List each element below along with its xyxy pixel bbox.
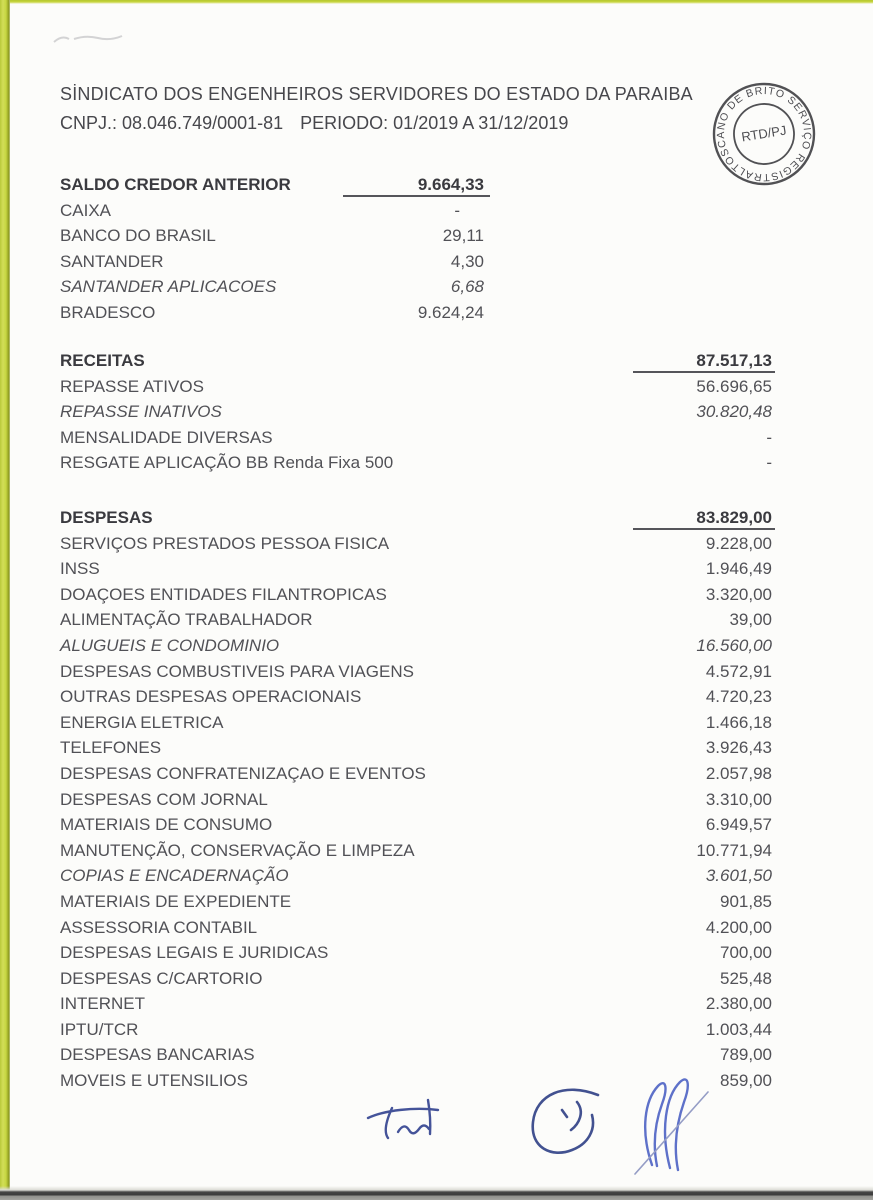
row-value: 2.057,98 — [705, 763, 772, 783]
row-label: DESPESAS C/CARTORIO — [60, 968, 263, 988]
row-label: MATERIAIS DE EXPEDIENTE — [60, 891, 292, 911]
total-underline — [633, 371, 775, 373]
table-row — [60, 735, 772, 761]
row-label: TELEFONES — [60, 738, 162, 758]
signature-loop-icon — [635, 1079, 708, 1174]
row-label: DESPESAS COM JORNAL — [60, 789, 268, 809]
row-value: 9.624,24 — [417, 302, 484, 322]
row-label: ASSESSORIA CONTABIL — [60, 917, 258, 937]
row-value: 901,85 — [720, 891, 772, 911]
table-row — [60, 787, 772, 813]
row-label: IPTU/TCR — [60, 1019, 139, 1039]
row-value: 39,00 — [729, 610, 772, 630]
table-row — [60, 966, 772, 992]
row-value: 6.949,57 — [705, 815, 772, 835]
table-row — [60, 249, 484, 275]
row-value: - — [766, 427, 772, 447]
row-label: SERVIÇOS PRESTADOS PESSOA FISICA — [60, 533, 390, 553]
row-label: COPIAS E ENCADERNAÇÃO — [60, 866, 289, 886]
row-label: DESPESAS BANCARIAS — [60, 1045, 255, 1065]
signatures — [340, 1070, 730, 1182]
row-value: 4,30 — [450, 251, 484, 271]
section-total: 87.517,13 — [696, 351, 772, 370]
table-row — [60, 531, 772, 557]
row-label: REPASSE ATIVOS — [60, 376, 204, 396]
row-label: MOVEIS E UTENSILIOS — [60, 1071, 248, 1091]
row-label: ENERGIA ELETRICA — [60, 712, 224, 732]
row-value: 29,11 — [442, 226, 484, 246]
row-value: 700,00 — [720, 943, 772, 963]
signature-initials-icon — [368, 1100, 438, 1138]
total-underline — [343, 195, 490, 197]
table-row — [60, 556, 772, 582]
table-row — [60, 274, 484, 300]
table-row — [60, 198, 484, 224]
row-label: MENSALIDADE DIVERSAS — [60, 427, 273, 447]
table-row — [60, 450, 772, 476]
row-value: 9.228,00 — [705, 533, 772, 553]
table-row — [60, 1017, 772, 1043]
row-value: 4.720,23 — [705, 687, 772, 707]
table-row — [60, 761, 772, 787]
section-receitas — [60, 348, 772, 476]
table-row — [60, 223, 484, 249]
row-value: 1.466,18 — [705, 712, 772, 732]
section-rows — [60, 198, 484, 326]
row-label: BRADESCO — [60, 302, 156, 322]
table-row — [60, 582, 772, 608]
row-value: 525,48 — [720, 968, 772, 988]
row-label: RESGATE APLICAÇÃO BB Renda Fixa 500 — [60, 453, 394, 473]
table-row — [60, 633, 772, 659]
table-row — [60, 863, 772, 889]
row-value: 56.696,65 — [696, 376, 772, 396]
row-value: 3.310,00 — [705, 789, 772, 809]
row-label: ALUGUEIS E CONDOMINIO — [60, 635, 280, 655]
row-label: MATERIAIS DE CONSUMO — [60, 815, 273, 835]
doc-subtitle — [60, 113, 693, 134]
row-label: ALIMENTAÇÃO TRABALHADOR — [60, 610, 313, 630]
row-label: DOAÇOES ENTIDADES FILANTROPICAS — [60, 584, 387, 604]
row-label: BANCO DO BRASIL — [60, 226, 216, 246]
pencil-smudge — [50, 30, 140, 50]
table-row — [60, 889, 772, 915]
section-header-row — [60, 505, 772, 531]
row-value: 10.771,94 — [696, 840, 772, 860]
section-total: 9.664,33 — [417, 175, 484, 194]
table-row — [60, 991, 772, 1017]
row-value: 3.320,00 — [705, 584, 772, 604]
table-row — [60, 399, 772, 425]
table-row — [60, 915, 772, 941]
row-label: OUTRAS DESPESAS OPERACIONAIS — [60, 687, 362, 707]
table-row — [60, 300, 484, 326]
stamp-ring-text: TOSCANO DE BRITO SERVIÇO REGISTRAL — [714, 84, 814, 184]
table-row — [60, 374, 772, 400]
row-value: 3.601,50 — [705, 866, 772, 886]
row-value: 1.946,49 — [705, 559, 772, 579]
row-label: INSS — [60, 559, 100, 579]
doc-cnpj: CNPJ.: 08.046.749/0001-81 — [60, 113, 284, 133]
table-row — [60, 659, 772, 685]
scan-edge-top — [0, 0, 873, 4]
row-value: 789,00 — [720, 1045, 772, 1065]
row-value: 4.200,00 — [705, 917, 772, 937]
row-value: 30.820,48 — [696, 402, 772, 422]
section-rows — [60, 531, 772, 1094]
table-row — [60, 838, 772, 864]
scan-edge-left — [0, 0, 10, 1200]
table-row — [60, 684, 772, 710]
row-label: DESPESAS COMBUSTIVEIS PARA VIAGENS — [60, 661, 414, 681]
row-label: REPASSE INATIVOS — [60, 402, 222, 422]
table-row — [60, 1042, 772, 1068]
section-rows — [60, 374, 772, 476]
row-label: CAIXA — [60, 200, 112, 220]
row-value: 6,68 — [450, 277, 484, 297]
row-label: DESPESAS LEGAIS E JURIDICAS — [60, 943, 329, 963]
row-value: 4.572,91 — [705, 661, 772, 681]
row-value: - — [454, 200, 460, 220]
table-row — [60, 710, 772, 736]
scan-edge-bottom — [0, 1186, 873, 1200]
row-label: DESPESAS CONFRATENIZAÇAO E EVENTOS — [60, 763, 426, 783]
signature-scribble-icon — [533, 1090, 598, 1153]
row-label: SANTANDER APLICACOES — [60, 277, 277, 297]
registry-stamp — [700, 70, 828, 198]
row-value: 859,00 — [720, 1071, 772, 1091]
row-value: 3.926,43 — [705, 738, 772, 758]
stamp-center-text: RTD/PJ — [740, 122, 788, 145]
doc-title: SİNDICATO DOS ENGENHEIROS SERVIDORES DO ESTADO DA PARAIBA — [60, 84, 693, 104]
row-label: SANTANDER — [60, 251, 164, 271]
section-total: 83.829,00 — [696, 508, 772, 527]
section-header-row — [60, 172, 484, 198]
section-saldo-credor-anterior — [60, 172, 484, 326]
section-header-row — [60, 348, 772, 374]
row-value: - — [766, 453, 772, 473]
row-label: INTERNET — [60, 994, 145, 1014]
row-value: 1.003,44 — [705, 1019, 772, 1039]
total-underline — [633, 528, 775, 530]
section-despesas — [60, 505, 772, 1094]
table-row — [60, 940, 772, 966]
table-row — [60, 812, 772, 838]
doc-period: PERIODO: 01/2019 A 31/12/2019 — [300, 113, 569, 133]
row-label: MANUTENÇÃO, CONSERVAÇÃO E LIMPEZA — [60, 840, 415, 860]
table-row — [60, 425, 772, 451]
row-value: 2.380,00 — [705, 994, 772, 1014]
table-row — [60, 607, 772, 633]
row-value: 16.560,00 — [696, 635, 772, 655]
document-header — [60, 84, 693, 134]
section-title: DESPESAS — [60, 508, 153, 527]
section-title: SALDO CREDOR ANTERIOR — [60, 175, 291, 194]
section-title: RECEITAS — [60, 351, 145, 370]
